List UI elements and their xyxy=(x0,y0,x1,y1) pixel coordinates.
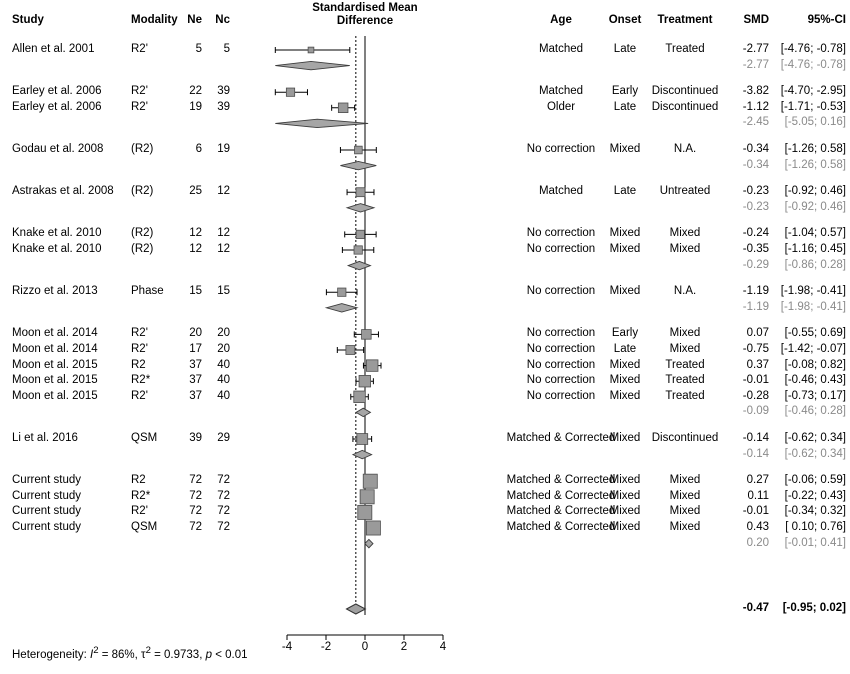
subtotal-ci: [-5.05; 0.16] xyxy=(784,116,846,129)
row-nc: 5 xyxy=(223,43,230,55)
row-age: Matched xyxy=(538,185,584,198)
row-nc: 40 xyxy=(217,389,230,402)
row-ci: [-0.08; 0.82] xyxy=(784,358,846,371)
row-ne: 72 xyxy=(189,474,202,487)
subtotal-ci: [-0.01; 0.41] xyxy=(784,536,846,549)
x-tick-label: 2 xyxy=(400,641,408,653)
row-onset: Mixed xyxy=(609,389,641,402)
row-ci: [-0.55; 0.69] xyxy=(784,327,846,340)
row-ci: [-0.34; 0.32] xyxy=(784,505,846,518)
row-smd: -0.35 xyxy=(742,243,769,255)
row-treatment: Mixed xyxy=(669,327,701,340)
subtotal-ci: [-0.92; 0.46] xyxy=(784,200,846,213)
row-modality: Phase xyxy=(131,285,164,298)
column-header-smd: SMD xyxy=(743,14,769,26)
row-age: Matched & Corrected xyxy=(506,505,616,518)
subtotal-smd: -1.19 xyxy=(742,300,769,313)
subtotal-ci: [-0.86; 0.28] xyxy=(784,258,846,271)
row-study-name: Li et al. 2016 xyxy=(12,432,78,444)
row-nc: 12 xyxy=(217,227,230,240)
row-ci: [-1.98; -0.41] xyxy=(780,285,846,298)
row-modality: R2 xyxy=(131,474,146,487)
row-age: No correction xyxy=(526,285,596,298)
row-modality: R2' xyxy=(131,85,148,98)
row-ne: 25 xyxy=(189,185,202,198)
row-study-name: Astrakas et al. 2008 xyxy=(12,185,114,198)
row-treatment: Mixed xyxy=(669,227,701,240)
subtotal-ci: [-4.76; -0.78] xyxy=(780,58,846,71)
row-ci: [-0.73; 0.17] xyxy=(784,389,846,402)
row-onset: Late xyxy=(613,343,637,355)
overall-smd: -0.47 xyxy=(742,602,769,614)
row-smd: -0.24 xyxy=(742,227,769,240)
row-ci: [-0.22; 0.43] xyxy=(784,489,846,502)
column-header-nc: Nc xyxy=(215,14,230,26)
row-ci: [-1.16; 0.45] xyxy=(784,243,846,255)
row-ne: 12 xyxy=(189,227,202,240)
row-ci: [ 0.10; 0.76] xyxy=(785,521,846,533)
row-ci: [-1.71; -0.53] xyxy=(780,100,846,113)
row-treatment: Mixed xyxy=(669,343,701,355)
overall-ci: [-0.95; 0.02] xyxy=(782,602,846,614)
row-study-name: Allen et al. 2001 xyxy=(12,43,95,55)
row-treatment: Treated xyxy=(665,358,705,371)
row-study-name: Godau et al. 2008 xyxy=(12,143,104,155)
row-treatment: Mixed xyxy=(669,489,701,502)
row-study-name: Rizzo et al. 2013 xyxy=(12,285,98,298)
row-treatment: Mixed xyxy=(669,505,701,518)
row-onset: Late xyxy=(613,43,637,55)
row-study-name: Earley et al. 2006 xyxy=(12,100,102,113)
row-onset: Mixed xyxy=(609,474,641,487)
row-ne: 37 xyxy=(189,358,202,371)
x-tick-label: 0 xyxy=(361,641,369,653)
subtotal-smd: -0.09 xyxy=(742,405,769,418)
row-nc: 20 xyxy=(217,343,230,355)
row-ci: [-1.42; -0.07] xyxy=(780,343,846,355)
row-onset: Late xyxy=(613,100,637,113)
subtotal-ci: [-1.26; 0.58] xyxy=(784,158,846,171)
row-smd: -1.19 xyxy=(742,285,769,298)
row-nc: 20 xyxy=(217,327,230,340)
row-treatment: Discontinued xyxy=(651,100,719,113)
row-modality: (R2) xyxy=(131,243,154,255)
row-ci: [-4.70; -2.95] xyxy=(780,85,846,98)
row-age: No correction xyxy=(526,358,596,371)
x-tick-label: 4 xyxy=(439,641,447,653)
row-modality: R2' xyxy=(131,100,148,113)
row-onset: Mixed xyxy=(609,489,641,502)
row-smd: 0.07 xyxy=(746,327,769,340)
row-age: No correction xyxy=(526,343,596,355)
row-study-name: Current study xyxy=(12,505,82,518)
row-ne: 22 xyxy=(189,85,202,98)
row-nc: 15 xyxy=(217,285,230,298)
x-tick-label: -4 xyxy=(281,641,293,653)
subtotal-ci: [-1.98; -0.41] xyxy=(780,300,846,313)
row-modality: R2' xyxy=(131,327,148,340)
row-ci: [-0.46; 0.43] xyxy=(784,374,846,387)
column-header-modality: Modality xyxy=(131,14,178,26)
row-ne: 72 xyxy=(189,505,202,518)
row-modality: R2* xyxy=(131,374,151,387)
subtotal-smd: 0.20 xyxy=(746,536,769,549)
row-age: No correction xyxy=(526,143,596,155)
row-nc: 29 xyxy=(217,432,230,444)
row-modality: R2 xyxy=(131,358,146,371)
chart-title-line2: Difference xyxy=(336,15,394,27)
row-ne: 72 xyxy=(189,521,202,533)
row-smd: -2.77 xyxy=(742,43,769,55)
row-study-name: Moon et al. 2015 xyxy=(12,389,98,402)
row-onset: Early xyxy=(611,85,639,98)
row-modality: R2* xyxy=(131,489,151,502)
subtotal-smd: -0.29 xyxy=(742,258,769,271)
row-age: No correction xyxy=(526,327,596,340)
row-onset: Mixed xyxy=(609,285,641,298)
row-smd: 0.11 xyxy=(747,489,769,502)
row-study-name: Moon et al. 2015 xyxy=(12,358,98,371)
row-nc: 19 xyxy=(217,143,230,155)
row-treatment: Treated xyxy=(665,374,705,387)
row-ne: 15 xyxy=(189,285,202,298)
row-age: No correction xyxy=(526,374,596,387)
row-onset: Early xyxy=(611,327,639,340)
x-tick-label: -2 xyxy=(320,641,332,653)
row-ne: 12 xyxy=(189,243,202,255)
row-treatment: Discontinued xyxy=(651,85,719,98)
row-age: No correction xyxy=(526,243,596,255)
row-smd: -0.14 xyxy=(742,432,769,444)
row-smd: -0.75 xyxy=(742,343,769,355)
row-modality: R2' xyxy=(131,389,148,402)
row-age: Matched xyxy=(538,85,584,98)
row-treatment: Discontinued xyxy=(651,432,719,444)
row-treatment: Untreated xyxy=(659,185,711,198)
row-modality: (R2) xyxy=(131,185,154,198)
row-smd: -0.01 xyxy=(742,374,769,387)
column-header-treatment: Treatment xyxy=(657,14,713,26)
row-smd: -0.28 xyxy=(742,389,769,402)
row-modality: (R2) xyxy=(131,227,154,240)
row-ne: 5 xyxy=(195,43,202,55)
row-smd: -1.12 xyxy=(742,100,769,113)
row-treatment: Treated xyxy=(665,43,705,55)
row-study-name: Moon et al. 2014 xyxy=(12,343,98,355)
row-onset: Mixed xyxy=(609,374,641,387)
row-study-name: Current study xyxy=(12,489,82,502)
row-modality: R2' xyxy=(131,43,148,55)
row-ne: 6 xyxy=(195,143,202,155)
row-age: Matched & Corrected xyxy=(506,474,616,487)
row-study-name: Knake et al. 2010 xyxy=(12,227,102,240)
row-ne: 37 xyxy=(189,374,202,387)
row-nc: 72 xyxy=(217,505,230,518)
row-ci: [-1.04; 0.57] xyxy=(784,227,846,240)
row-onset: Mixed xyxy=(609,358,641,371)
row-age: Matched & Corrected xyxy=(506,432,616,444)
row-modality: (R2) xyxy=(131,143,154,155)
row-smd: -0.01 xyxy=(742,505,769,518)
row-onset: Mixed xyxy=(609,227,641,240)
row-ne: 72 xyxy=(189,489,202,502)
heterogeneity-text: Heterogeneity: $I^2 = 86\%$, $\tau^2 = 0.9733$, p < 0.01 xyxy=(12,645,248,661)
row-onset: Mixed xyxy=(609,143,641,155)
row-age: Older xyxy=(546,100,576,113)
row-onset: Mixed xyxy=(609,432,641,444)
subtotal-smd: -2.45 xyxy=(742,116,769,129)
row-ne: 20 xyxy=(189,327,202,340)
subtotal-ci: [-0.46; 0.28] xyxy=(784,405,846,418)
row-treatment: N.A. xyxy=(673,285,697,298)
row-nc: 39 xyxy=(217,85,230,98)
row-ci: [-0.06; 0.59] xyxy=(784,474,846,487)
row-study-name: Moon et al. 2015 xyxy=(12,374,98,387)
row-study-name: Knake et al. 2010 xyxy=(12,243,102,255)
row-ne: 19 xyxy=(189,100,202,113)
subtotal-ci: [-0.62; 0.34] xyxy=(784,447,846,460)
row-ci: [-4.76; -0.78] xyxy=(780,43,846,55)
subtotal-smd: -0.34 xyxy=(742,158,769,171)
row-onset: Mixed xyxy=(609,243,641,255)
row-study-name: Current study xyxy=(12,521,82,533)
row-study-name: Earley et al. 2006 xyxy=(12,85,102,98)
row-ci: [-1.26; 0.58] xyxy=(784,143,846,155)
row-treatment: Mixed xyxy=(669,243,701,255)
row-study-name: Current study xyxy=(12,474,82,487)
row-ne: 17 xyxy=(189,343,202,355)
row-ci: [-0.92; 0.46] xyxy=(784,185,846,198)
row-nc: 12 xyxy=(217,243,230,255)
subtotal-smd: -2.77 xyxy=(742,58,769,71)
row-onset: Mixed xyxy=(609,521,641,533)
row-treatment: Mixed xyxy=(669,474,701,487)
row-smd: -0.34 xyxy=(742,143,769,155)
row-age: Matched xyxy=(538,43,584,55)
row-smd: 0.27 xyxy=(746,474,769,487)
row-nc: 40 xyxy=(217,358,230,371)
row-modality: QSM xyxy=(131,432,158,444)
row-treatment: N.A. xyxy=(673,143,697,155)
column-header-onset: Onset xyxy=(608,14,642,26)
row-onset: Late xyxy=(613,185,637,198)
subtotal-smd: -0.14 xyxy=(742,447,769,460)
row-ci: [-0.62; 0.34] xyxy=(784,432,846,444)
row-age: Matched & Corrected xyxy=(506,489,616,502)
chart-title-line1: Standardised Mean xyxy=(312,2,418,14)
subtotal-smd: -0.23 xyxy=(742,200,769,213)
row-ne: 37 xyxy=(189,389,202,402)
row-nc: 72 xyxy=(217,474,230,487)
row-treatment: Mixed xyxy=(669,521,701,533)
row-study-name: Moon et al. 2014 xyxy=(12,327,98,340)
row-treatment: Treated xyxy=(665,389,705,402)
column-header-age: Age xyxy=(550,14,572,26)
row-nc: 72 xyxy=(217,521,230,533)
row-age: Matched & Corrected xyxy=(506,521,616,533)
row-age: No correction xyxy=(526,389,596,402)
row-onset: Mixed xyxy=(609,505,641,518)
row-modality: R2' xyxy=(131,343,148,355)
column-header-ci: 95%-CI xyxy=(807,14,846,26)
row-smd: 0.37 xyxy=(746,358,769,371)
row-ne: 39 xyxy=(189,432,202,444)
row-age: No correction xyxy=(526,227,596,240)
row-nc: 72 xyxy=(217,489,230,502)
column-header-study: Study xyxy=(12,14,44,26)
row-modality: R2' xyxy=(131,505,148,518)
row-nc: 12 xyxy=(217,185,230,198)
row-modality: QSM xyxy=(131,521,158,533)
row-nc: 40 xyxy=(217,374,230,387)
row-nc: 39 xyxy=(217,100,230,113)
column-header-ne: Ne xyxy=(187,14,202,26)
row-smd: -3.82 xyxy=(742,85,769,98)
row-smd: -0.23 xyxy=(742,185,769,198)
row-smd: 0.43 xyxy=(746,521,769,533)
